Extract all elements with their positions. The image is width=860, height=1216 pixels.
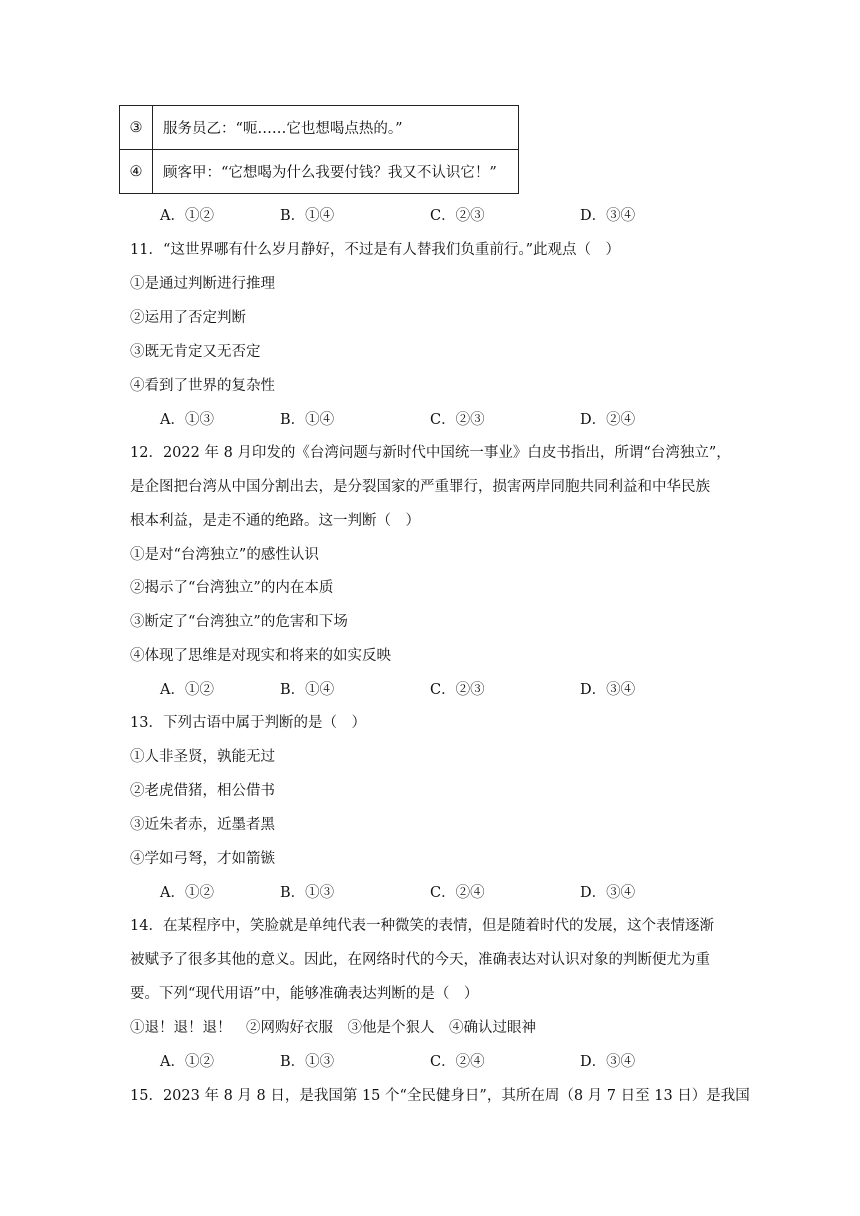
option-a: A．①②	[160, 885, 214, 901]
option-c: C．②③	[430, 412, 485, 428]
question-stem-line: 14．在某程序中，笑脸就是单纯代表一种微笑的表情，但是随着时代的发展，这个表情逐渐	[130, 918, 714, 934]
choice-item: ①是通过判断进行推理	[130, 276, 275, 292]
choice-item: ①人非圣贤，孰能无过	[130, 749, 275, 765]
option-d: D．③④	[580, 208, 636, 224]
question-stem-line: 是企图把台湾从中国分割出去，是分裂国家的严重罪行，损害两岸同胞共同利益和中华民族	[130, 479, 710, 495]
question-stem-line: 要。下列“现代用语”中，能够准确表达判断的是（ ）	[130, 986, 479, 1002]
option-c: C．②④	[430, 885, 485, 901]
option-b: B．①③	[280, 1054, 335, 1070]
option-c: C．②③	[430, 208, 485, 224]
choice-items-line: ①退！退！退！ ②网购好衣服 ③他是个狠人 ④确认过眼神	[130, 1020, 536, 1036]
option-a: A．①③	[160, 412, 214, 428]
option-c: C．②④	[430, 1054, 485, 1070]
option-b: B．①④	[280, 412, 335, 428]
option-a: A．①②	[160, 1054, 214, 1070]
table-cell-num: ③	[120, 106, 153, 150]
table-cell-text: 服务员乙：“呃……它也想喝点热的。”	[153, 106, 519, 150]
choice-item: ③既无肯定又无否定	[130, 344, 261, 360]
choice-item: ③断定了“台湾独立”的危害和下场	[130, 614, 348, 630]
option-d: D．②④	[580, 412, 636, 428]
option-d: D．③④	[580, 1054, 636, 1070]
choice-item: ②揭示了“台湾独立”的内在本质	[130, 580, 334, 596]
choice-item: ③近朱者赤，近墨者黑	[130, 817, 275, 833]
question-stem-line: 根本利益，是走不通的绝路。这一判断（ ）	[130, 513, 420, 529]
choice-item: ④体现了思维是对现实和将来的如实反映	[130, 648, 391, 664]
question-stem: 11．“这世界哪有什么岁月静好，不过是有人替我们负重前行。”此观点（ ）	[130, 242, 621, 258]
choice-item: ②运用了否定判断	[130, 310, 246, 326]
option-d: D．③④	[580, 682, 636, 698]
table-row	[120, 150, 519, 194]
choice-item: ④看到了世界的复杂性	[130, 378, 275, 394]
table-cell-text: 顾客甲：“它想喝为什么我要付钱？我又不认识它！”	[153, 150, 519, 194]
question-stem-line: 12．2022 年 8 月印发的《台湾问题与新时代中国统一事业》白皮书指出，所谓“台湾独立”，	[130, 445, 731, 461]
option-b: B．①③	[280, 885, 335, 901]
table-cell-num: ④	[120, 150, 153, 194]
choice-item: ①是对“台湾独立”的感性认识	[130, 547, 319, 563]
option-a: A．①②	[160, 682, 214, 698]
question-stem: 13．下列古语中属于判断的是（ ）	[130, 715, 366, 731]
option-b: B．①④	[280, 682, 335, 698]
answer-table	[119, 105, 519, 194]
choice-item: ②老虎借猪，相公借书	[130, 783, 275, 799]
option-a: A．①②	[160, 208, 214, 224]
option-d: D．③④	[580, 885, 636, 901]
question-stem-line: 被赋予了很多其他的意义。因此，在网络时代的今天，准确表达对认识对象的判断便尤为重	[130, 952, 710, 968]
table-row	[120, 106, 519, 150]
option-b: B．①④	[280, 208, 335, 224]
option-c: C．②③	[430, 682, 485, 698]
question-stem-line: 15．2023 年 8 月 8 日，是我国第 15 个“全民健身日”，其所在周（8 月 7 日至 13 日）是我国	[130, 1088, 750, 1104]
choice-item: ④学如弓弩，才如箭镞	[130, 851, 275, 867]
